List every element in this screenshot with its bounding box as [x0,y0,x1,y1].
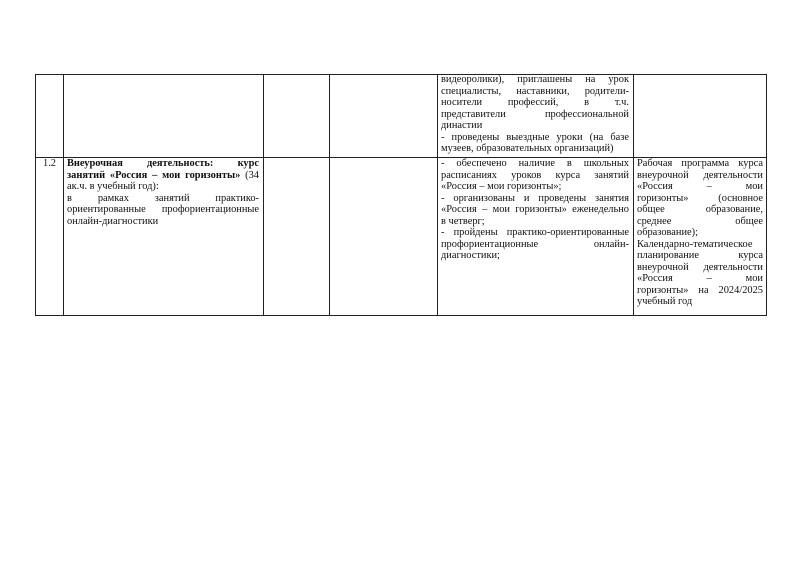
results-line: - организованы и проведены занятия [441,192,629,204]
measure-line [67,170,259,182]
document-line: Рабочая программа курса [637,158,763,169]
results-line: «Россия – мои горизонты»; [441,181,562,192]
results-line: - обеспечено наличие в школьных [441,158,629,169]
results-cell [441,158,629,262]
results-line: - проведены выездные уроки (на базе [441,131,629,143]
document-line: Календарно-тематическое [637,238,753,250]
col-border [437,74,438,316]
results-line: специалисты, наставники, родители- [441,85,629,97]
document-line: горизонты» (основное [637,192,763,204]
measure-line: ак.ч. в учебный год): [67,181,159,192]
measure-title: Внеурочная деятельность: курс [67,158,259,169]
results-line: расписаниях уроков курса занятий [441,169,629,181]
results-line: династии [441,120,483,131]
results-line: «Россия – мои горизонты» еженедельно [441,204,629,215]
results-line: носители профессий, в т.ч. [441,97,629,108]
measure-cell [67,158,259,227]
col-border [35,74,36,316]
col-border [63,74,64,316]
document-line: горизонты» на 2024/2025 [637,284,763,296]
results-line: видеоролики), приглашены на урок [441,74,629,85]
document-line: внеурочной деятельности [637,261,763,273]
row-number: 1.2 [43,158,56,169]
measure-line: в рамках занятий практико- [67,192,259,204]
documents-cell [637,158,763,308]
results-line: представители профессиональной [441,108,629,120]
col-border [329,74,330,316]
col-border [633,74,634,316]
results-line: диагностики; [441,250,500,261]
col-border [766,74,767,316]
document-line: «Россия – мои [637,273,763,284]
measure-line: онлайн-диагностики [67,215,159,227]
document-line: планирование курса [637,250,763,261]
results-line: профориентационные онлайн- [441,238,629,250]
document-line: внеурочной деятельности [637,169,763,181]
col-border [263,74,264,316]
measure-line: ориентированные профориентационные [67,204,259,215]
row-1-1-results-cell [441,74,629,155]
results-line: музеев, образовательных организаций) [441,143,614,154]
document-line: среднее общее [637,215,763,227]
measure-title-cont: занятий «Россия – мои горизонты» [67,169,241,181]
table-border-bottom [35,315,767,316]
measure-hours: (34 [240,169,259,181]
table-border-top [35,74,767,75]
document-line: учебный год [637,296,693,307]
document-line: общее образование, [637,204,763,215]
document-line: «Россия – мои [637,181,763,192]
measure-line [67,158,259,170]
document-line: образование); [637,227,698,238]
results-line: в четверг; [441,215,485,227]
results-line: - пройдены практико-ориентированные [441,227,629,238]
